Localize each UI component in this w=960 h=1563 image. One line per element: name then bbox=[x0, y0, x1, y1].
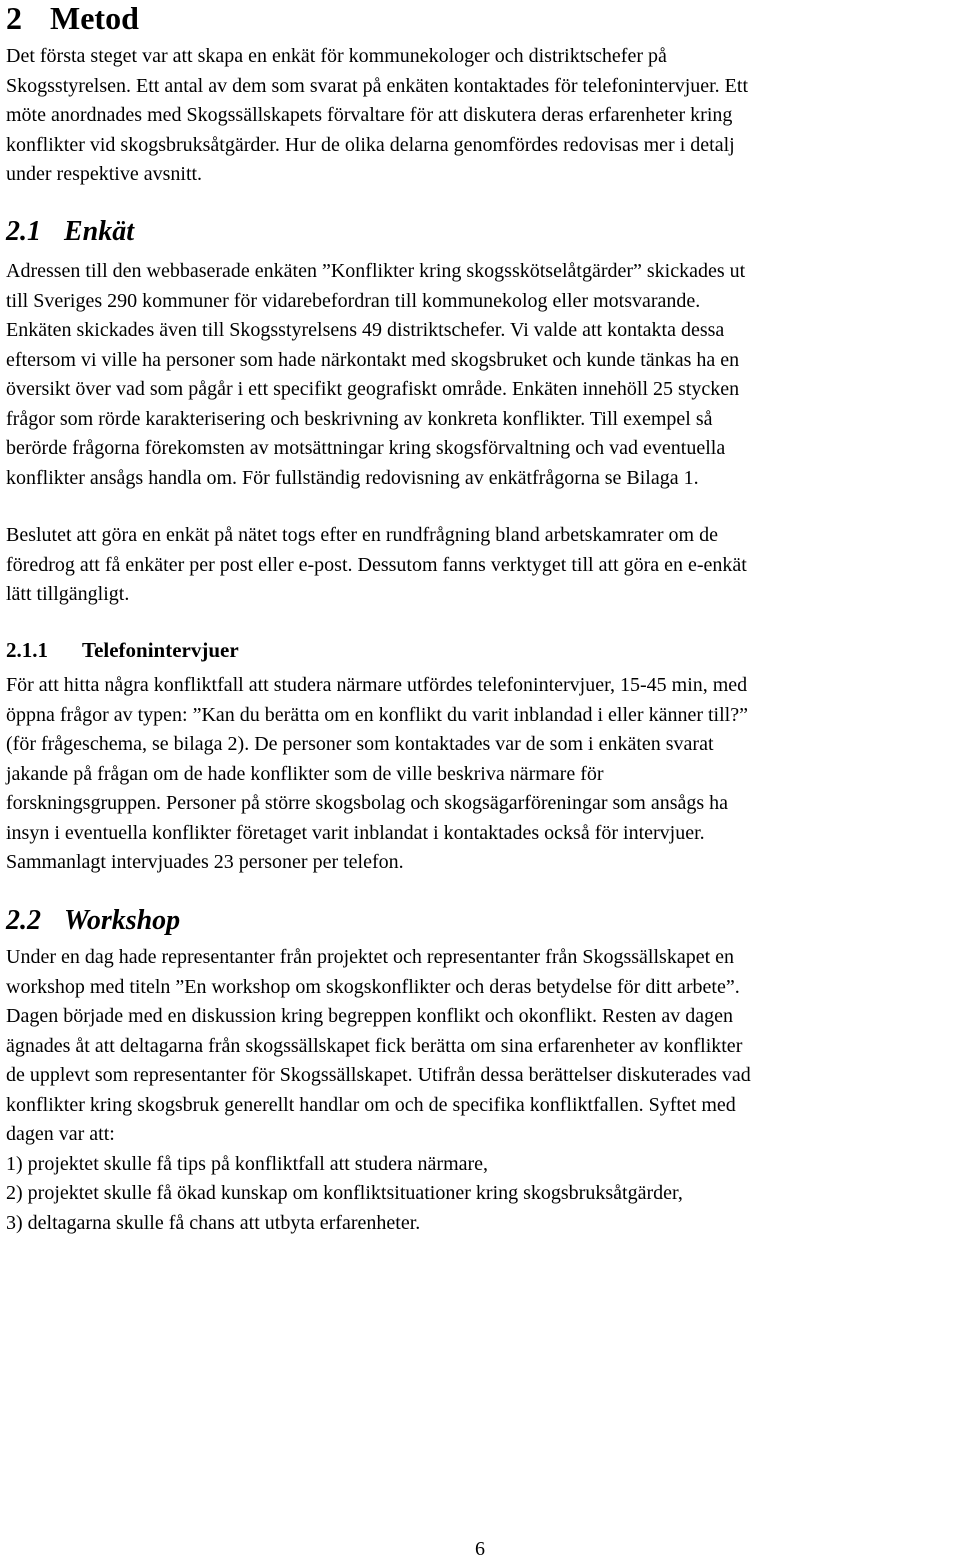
list-item: 2) projektet skulle få ökad kunskap om konfliktsituationer kring skogsbruksåtgärder, bbox=[6, 1182, 683, 1204]
text-line: konflikter kring skogsbruk generellt handlar om och de specifika konfliktfallen. Syftet med bbox=[6, 1093, 736, 1116]
subsection-heading-workshop bbox=[6, 905, 180, 937]
text-line: de upplevt som representanter för Skogssällskapet. Utifrån dessa berättelser diskuterades vad bbox=[6, 1064, 751, 1086]
subsubsection-title: Telefonintervjuer bbox=[82, 638, 239, 662]
list-item: 1) projektet skulle få tips på konfliktfall att studera närmare, bbox=[6, 1152, 489, 1175]
text-line: Beslutet att göra en enkät på nätet togs efter en rundfrågning bland arbetskamrater om de bbox=[6, 524, 718, 546]
enkat-paragraph-1 bbox=[6, 257, 956, 493]
text-line: För att hitta några konfliktfall att studera närmare utfördes telefonintervjuer, 15-45 min, med bbox=[6, 674, 748, 696]
text-line: ägnades åt att deltagarna från skogssällskapet fick berätta om sina erfarenheter av konflikter bbox=[6, 1034, 743, 1057]
section-number: 2 bbox=[6, 0, 22, 36]
text-line: jakande på frågan om de hade konflikter som de ville beskriva närmare för bbox=[6, 762, 604, 785]
page-number: 6 bbox=[475, 1538, 485, 1560]
text-line: berörde frågorna förekomsten av motsättningar kring skogsförvaltning och vad eventuella bbox=[6, 437, 726, 459]
subsubsection-heading-telefon bbox=[6, 637, 239, 663]
subsection-heading-enkat bbox=[6, 216, 134, 248]
subsubsection-number: 2.1.1 bbox=[6, 638, 48, 662]
text-line: Det första steget var att skapa en enkät för kommunekologer och distriktschefer på bbox=[6, 45, 667, 67]
text-line: möte anordnades med Skogssällskapets förvaltare för att diskutera deras erfarenheter kring bbox=[6, 104, 733, 126]
subsection-title: Workshop bbox=[64, 905, 181, 936]
section-title: Metod bbox=[50, 0, 139, 36]
text-line: workshop med titeln ”En workshop om skogskonflikter och deras betydelse för ditt arbete”. bbox=[6, 975, 740, 998]
subsection-number: 2.1 bbox=[6, 216, 41, 247]
text-line: under respektive avsnitt. bbox=[6, 163, 203, 185]
text-line: Dagen började med en diskussion kring begreppen konflikt och okonflikt. Resten av dagen bbox=[6, 1005, 734, 1027]
text-line: insyn i eventuella konflikter företaget varit inblandat i kontaktades också för intervjuer. bbox=[6, 821, 705, 844]
enkat-paragraph-2 bbox=[6, 521, 956, 610]
text-line: dagen var att: bbox=[6, 1123, 115, 1145]
text-line: lätt tillgängligt. bbox=[6, 583, 130, 605]
text-line: konflikter vid skogsbruksåtgärder. Hur de olika delarna genomfördes redovisas mer i detalj bbox=[6, 133, 735, 156]
text-line: forskningsgruppen. Personer på större skogsbolag och skogsägarföreningar som ansågs ha bbox=[6, 792, 729, 814]
text-line: frågor som rörde karakterisering och beskrivning av konkreta konflikter. Till exempel så bbox=[6, 407, 713, 430]
subsection-number: 2.2 bbox=[6, 905, 41, 936]
text-line: Under en dag hade representanter från projektet och representanter från Skogssällskapet en bbox=[6, 946, 735, 968]
text-line: öppna frågor av typen: ”Kan du berätta om en konflikt du varit inblandad i eller känner till?” bbox=[6, 703, 748, 726]
list-item: 3) deltagarna skulle få chans att utbyta erfarenheter. bbox=[6, 1211, 421, 1234]
text-line: Sammanlagt intervjuades 23 personer per telefon. bbox=[6, 851, 404, 873]
workshop-paragraph bbox=[6, 943, 956, 1238]
subsection-title: Enkät bbox=[64, 216, 135, 247]
text-line: konflikter ansågs handla om. För fullständig redovisning av enkätfrågorna se Bilaga 1. bbox=[6, 466, 699, 489]
text-line: (för frågeschema, se bilaga 2). De personer som kontaktades var de som i enkäten svarat bbox=[6, 733, 714, 755]
section-heading bbox=[6, 0, 139, 36]
telefon-paragraph bbox=[6, 671, 956, 878]
text-line: Adressen till den webbaserade enkäten ”Konflikter kring skogsskötselåtgärder” skickades ut bbox=[6, 260, 746, 282]
text-line: översikt över vad som pågår i ett specifikt geografiskt område. Enkäten innehöll 25 stycken bbox=[6, 378, 740, 400]
text-line: Skogsstyrelsen. Ett antal av dem som svarat på enkäten kontaktades för telefonintervjuer. Ett bbox=[6, 74, 749, 97]
text-line: Enkäten skickades även till Skogsstyrelsens 49 distriktschefer. Vi valde att kontakta dessa bbox=[6, 319, 725, 341]
text-line: föredrog att få enkäter per post eller e-post. Dessutom fanns verktyget till att göra en e-enkät bbox=[6, 553, 747, 576]
text-line: eftersom vi ville ha personer som hade närkontakt med skogsbruket och kunde tänkas ha en bbox=[6, 348, 740, 371]
intro-paragraph bbox=[6, 42, 956, 190]
text-line: till Sveriges 290 kommuner för vidarebefordran till kommunekolog eller motsvarande. bbox=[6, 289, 701, 312]
